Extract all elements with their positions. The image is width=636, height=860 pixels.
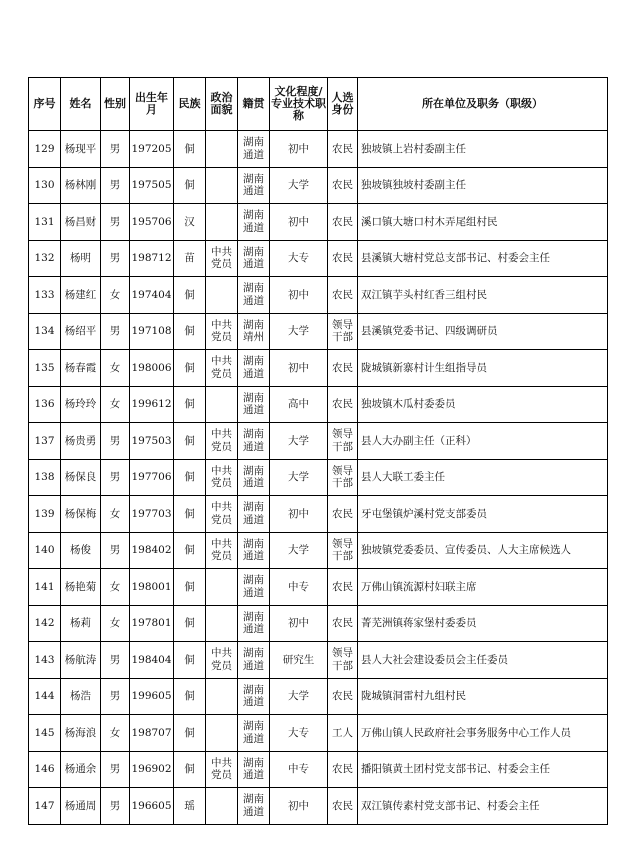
table-row bbox=[29, 240, 608, 277]
cell-edu: 中专 bbox=[270, 569, 328, 606]
cell-unit: 万佛山镇人民政府社会事务服务中心工作人员 bbox=[358, 715, 608, 752]
cell-birth: 199612 bbox=[130, 386, 174, 423]
cell-origin: 湖南 通道 bbox=[238, 459, 270, 496]
cell-edu: 研究生 bbox=[270, 642, 328, 679]
cell-edu: 大学 bbox=[270, 167, 328, 204]
cell-no: 136 bbox=[29, 386, 61, 423]
cell-birth: 197505 bbox=[130, 167, 174, 204]
cell-gender: 男 bbox=[101, 131, 130, 168]
header-edu: 文化程度/专业技术职称 bbox=[270, 78, 328, 131]
cell-identity: 农民 bbox=[328, 751, 358, 788]
cell-origin: 湖南 通道 bbox=[238, 386, 270, 423]
header-birth: 出生年月 bbox=[130, 78, 174, 131]
cell-birth: 197706 bbox=[130, 459, 174, 496]
cell-birth: 195706 bbox=[130, 204, 174, 241]
cell-edu: 初中 bbox=[270, 605, 328, 642]
cell-no: 145 bbox=[29, 715, 61, 752]
cell-political bbox=[206, 678, 238, 715]
cell-edu: 大学 bbox=[270, 678, 328, 715]
cell-edu: 初中 bbox=[270, 788, 328, 825]
header-unit: 所在单位及职务（职级） bbox=[358, 78, 608, 131]
cell-ethnic: 瑶 bbox=[174, 788, 206, 825]
cell-origin: 湖南 通道 bbox=[238, 642, 270, 679]
cell-gender: 女 bbox=[101, 277, 130, 314]
table-row bbox=[29, 131, 608, 168]
cell-origin: 湖南 通道 bbox=[238, 423, 270, 460]
table-row bbox=[29, 532, 608, 569]
table-row bbox=[29, 569, 608, 606]
cell-no: 137 bbox=[29, 423, 61, 460]
cell-unit: 双江镇芋头村红香三组村民 bbox=[358, 277, 608, 314]
cell-gender: 男 bbox=[101, 167, 130, 204]
cell-origin: 湖南 通道 bbox=[238, 167, 270, 204]
cell-no: 133 bbox=[29, 277, 61, 314]
cell-identity: 领导 干部 bbox=[328, 532, 358, 569]
cell-no: 146 bbox=[29, 751, 61, 788]
cell-name: 杨林刚 bbox=[61, 167, 101, 204]
cell-ethnic: 苗 bbox=[174, 240, 206, 277]
cell-name: 杨贵勇 bbox=[61, 423, 101, 460]
cell-ethnic: 侗 bbox=[174, 642, 206, 679]
cell-identity: 农民 bbox=[328, 678, 358, 715]
cell-gender: 男 bbox=[101, 313, 130, 350]
cell-identity: 农民 bbox=[328, 788, 358, 825]
cell-political bbox=[206, 277, 238, 314]
cell-unit: 县人大联工委主任 bbox=[358, 459, 608, 496]
cell-ethnic: 侗 bbox=[174, 496, 206, 533]
cell-name: 杨通周 bbox=[61, 788, 101, 825]
cell-political: 中共 党员 bbox=[206, 751, 238, 788]
cell-political: 中共 党员 bbox=[206, 642, 238, 679]
cell-political bbox=[206, 167, 238, 204]
cell-gender: 女 bbox=[101, 569, 130, 606]
cell-identity: 农民 bbox=[328, 386, 358, 423]
cell-birth: 198001 bbox=[130, 569, 174, 606]
cell-unit: 县人大办副主任（正科） bbox=[358, 423, 608, 460]
table-row bbox=[29, 204, 608, 241]
cell-unit: 独坡镇上岩村委副主任 bbox=[358, 131, 608, 168]
cell-gender: 女 bbox=[101, 386, 130, 423]
cell-political bbox=[206, 386, 238, 423]
cell-gender: 男 bbox=[101, 751, 130, 788]
table-row bbox=[29, 350, 608, 387]
cell-identity: 工人 bbox=[328, 715, 358, 752]
cell-name: 杨莉 bbox=[61, 605, 101, 642]
cell-name: 杨现平 bbox=[61, 131, 101, 168]
cell-origin: 湖南 通道 bbox=[238, 715, 270, 752]
cell-name: 杨海浪 bbox=[61, 715, 101, 752]
cell-unit: 县人大社会建设委员会主任委员 bbox=[358, 642, 608, 679]
header-row bbox=[29, 78, 608, 131]
cell-identity: 领导 干部 bbox=[328, 313, 358, 350]
cell-birth: 199605 bbox=[130, 678, 174, 715]
cell-unit: 县溪镇大塘村党总支部书记、村委会主任 bbox=[358, 240, 608, 277]
cell-identity: 农民 bbox=[328, 167, 358, 204]
cell-unit: 牙屯堡镇炉溪村党支部委员 bbox=[358, 496, 608, 533]
cell-ethnic: 侗 bbox=[174, 532, 206, 569]
cell-political bbox=[206, 569, 238, 606]
cell-political: 中共 党员 bbox=[206, 532, 238, 569]
table-row bbox=[29, 277, 608, 314]
cell-political: 中共 党员 bbox=[206, 313, 238, 350]
cell-edu: 高中 bbox=[270, 386, 328, 423]
cell-birth: 197108 bbox=[130, 313, 174, 350]
cell-political bbox=[206, 715, 238, 752]
cell-name: 杨俊 bbox=[61, 532, 101, 569]
cell-ethnic: 侗 bbox=[174, 569, 206, 606]
cell-edu: 初中 bbox=[270, 350, 328, 387]
cell-political bbox=[206, 131, 238, 168]
cell-unit: 万佛山镇流源村妇联主席 bbox=[358, 569, 608, 606]
cell-name: 杨保良 bbox=[61, 459, 101, 496]
cell-identity: 领导 干部 bbox=[328, 642, 358, 679]
cell-ethnic: 侗 bbox=[174, 277, 206, 314]
cell-origin: 湖南 通道 bbox=[238, 277, 270, 314]
cell-ethnic: 侗 bbox=[174, 313, 206, 350]
cell-no: 143 bbox=[29, 642, 61, 679]
cell-political bbox=[206, 788, 238, 825]
cell-birth: 197703 bbox=[130, 496, 174, 533]
cell-origin: 湖南 通道 bbox=[238, 751, 270, 788]
cell-identity: 农民 bbox=[328, 131, 358, 168]
header-political: 政治面貌 bbox=[206, 78, 238, 131]
cell-birth: 197205 bbox=[130, 131, 174, 168]
cell-name: 杨艳菊 bbox=[61, 569, 101, 606]
cell-name: 杨浩 bbox=[61, 678, 101, 715]
cell-gender: 男 bbox=[101, 532, 130, 569]
cell-gender: 女 bbox=[101, 350, 130, 387]
table-row bbox=[29, 678, 608, 715]
cell-political: 中共 党员 bbox=[206, 423, 238, 460]
cell-no: 135 bbox=[29, 350, 61, 387]
cell-birth: 197801 bbox=[130, 605, 174, 642]
cell-edu: 初中 bbox=[270, 496, 328, 533]
cell-unit: 陇城镇洞雷村九组村民 bbox=[358, 678, 608, 715]
candidate-table bbox=[28, 77, 608, 825]
cell-political: 中共 党员 bbox=[206, 240, 238, 277]
cell-identity: 农民 bbox=[328, 350, 358, 387]
cell-ethnic: 侗 bbox=[174, 715, 206, 752]
cell-political bbox=[206, 204, 238, 241]
cell-ethnic: 侗 bbox=[174, 678, 206, 715]
table-row bbox=[29, 313, 608, 350]
table-row bbox=[29, 496, 608, 533]
cell-birth: 198402 bbox=[130, 532, 174, 569]
cell-origin: 湖南 靖州 bbox=[238, 313, 270, 350]
cell-edu: 大学 bbox=[270, 532, 328, 569]
cell-no: 130 bbox=[29, 167, 61, 204]
header-no: 序号 bbox=[29, 78, 61, 131]
cell-gender: 男 bbox=[101, 423, 130, 460]
cell-name: 杨建红 bbox=[61, 277, 101, 314]
cell-ethnic: 侗 bbox=[174, 605, 206, 642]
cell-identity: 农民 bbox=[328, 277, 358, 314]
cell-unit: 县溪镇党委书记、四级调研员 bbox=[358, 313, 608, 350]
cell-no: 131 bbox=[29, 204, 61, 241]
cell-birth: 196902 bbox=[130, 751, 174, 788]
cell-birth: 196605 bbox=[130, 788, 174, 825]
cell-birth: 198712 bbox=[130, 240, 174, 277]
cell-identity: 农民 bbox=[328, 204, 358, 241]
cell-birth: 197503 bbox=[130, 423, 174, 460]
cell-no: 140 bbox=[29, 532, 61, 569]
cell-identity: 领导 干部 bbox=[328, 459, 358, 496]
cell-ethnic: 侗 bbox=[174, 459, 206, 496]
cell-unit: 菁芜洲镇蒋家堡村委委员 bbox=[358, 605, 608, 642]
header-origin: 籍贯 bbox=[238, 78, 270, 131]
cell-name: 杨玲玲 bbox=[61, 386, 101, 423]
cell-ethnic: 汉 bbox=[174, 204, 206, 241]
table-row bbox=[29, 459, 608, 496]
cell-unit: 独坡镇木瓜村委委员 bbox=[358, 386, 608, 423]
cell-ethnic: 侗 bbox=[174, 751, 206, 788]
table-row bbox=[29, 715, 608, 752]
cell-gender: 男 bbox=[101, 459, 130, 496]
table-row bbox=[29, 423, 608, 460]
cell-name: 杨保梅 bbox=[61, 496, 101, 533]
cell-edu: 大学 bbox=[270, 459, 328, 496]
cell-gender: 男 bbox=[101, 678, 130, 715]
cell-name: 杨通余 bbox=[61, 751, 101, 788]
cell-birth: 198404 bbox=[130, 642, 174, 679]
table-row bbox=[29, 642, 608, 679]
cell-origin: 湖南 通道 bbox=[238, 788, 270, 825]
cell-edu: 大学 bbox=[270, 313, 328, 350]
table-row bbox=[29, 605, 608, 642]
cell-gender: 男 bbox=[101, 788, 130, 825]
cell-origin: 湖南 通道 bbox=[238, 569, 270, 606]
cell-political bbox=[206, 605, 238, 642]
cell-origin: 湖南 通道 bbox=[238, 350, 270, 387]
cell-gender: 男 bbox=[101, 204, 130, 241]
cell-origin: 湖南 通道 bbox=[238, 240, 270, 277]
cell-no: 142 bbox=[29, 605, 61, 642]
cell-birth: 198006 bbox=[130, 350, 174, 387]
cell-identity: 领导 干部 bbox=[328, 423, 358, 460]
cell-edu: 大学 bbox=[270, 423, 328, 460]
table-row bbox=[29, 386, 608, 423]
cell-identity: 农民 bbox=[328, 569, 358, 606]
table-row bbox=[29, 788, 608, 825]
cell-unit: 陇城镇新寨村计生组指导员 bbox=[358, 350, 608, 387]
cell-gender: 男 bbox=[101, 642, 130, 679]
cell-origin: 湖南 通道 bbox=[238, 204, 270, 241]
cell-political: 中共 党员 bbox=[206, 496, 238, 533]
cell-unit: 溪口镇大塘口村木弄尾组村民 bbox=[358, 204, 608, 241]
cell-political: 中共 党员 bbox=[206, 459, 238, 496]
cell-edu: 中专 bbox=[270, 751, 328, 788]
cell-no: 141 bbox=[29, 569, 61, 606]
cell-edu: 大专 bbox=[270, 715, 328, 752]
cell-identity: 农民 bbox=[328, 240, 358, 277]
cell-birth: 197404 bbox=[130, 277, 174, 314]
cell-identity: 农民 bbox=[328, 605, 358, 642]
cell-ethnic: 侗 bbox=[174, 386, 206, 423]
cell-ethnic: 侗 bbox=[174, 131, 206, 168]
cell-origin: 湖南 通道 bbox=[238, 131, 270, 168]
cell-name: 杨航涛 bbox=[61, 642, 101, 679]
cell-no: 132 bbox=[29, 240, 61, 277]
header-ethnic: 民族 bbox=[174, 78, 206, 131]
cell-edu: 初中 bbox=[270, 204, 328, 241]
cell-origin: 湖南 通道 bbox=[238, 496, 270, 533]
cell-no: 147 bbox=[29, 788, 61, 825]
cell-gender: 女 bbox=[101, 715, 130, 752]
cell-unit: 独坡镇党委委员、宣传委员、人大主席候选人 bbox=[358, 532, 608, 569]
cell-ethnic: 侗 bbox=[174, 350, 206, 387]
cell-no: 134 bbox=[29, 313, 61, 350]
cell-unit: 双江镇传素村党支部书记、村委会主任 bbox=[358, 788, 608, 825]
cell-name: 杨绍平 bbox=[61, 313, 101, 350]
header-name: 姓名 bbox=[61, 78, 101, 131]
cell-gender: 女 bbox=[101, 605, 130, 642]
cell-origin: 湖南 通道 bbox=[238, 678, 270, 715]
cell-no: 129 bbox=[29, 131, 61, 168]
cell-origin: 湖南 通道 bbox=[238, 532, 270, 569]
table-row bbox=[29, 167, 608, 204]
cell-unit: 独坡镇独坡村委副主任 bbox=[358, 167, 608, 204]
cell-name: 杨昌财 bbox=[61, 204, 101, 241]
header-gender: 性别 bbox=[101, 78, 130, 131]
cell-identity: 农民 bbox=[328, 496, 358, 533]
cell-unit: 播阳镇黄土团村党支部书记、村委会主任 bbox=[358, 751, 608, 788]
cell-no: 139 bbox=[29, 496, 61, 533]
cell-name: 杨明 bbox=[61, 240, 101, 277]
cell-edu: 初中 bbox=[270, 131, 328, 168]
cell-edu: 大专 bbox=[270, 240, 328, 277]
table-row bbox=[29, 751, 608, 788]
cell-no: 138 bbox=[29, 459, 61, 496]
cell-gender: 女 bbox=[101, 496, 130, 533]
cell-no: 144 bbox=[29, 678, 61, 715]
header-identity: 人选身份 bbox=[328, 78, 358, 131]
cell-gender: 男 bbox=[101, 240, 130, 277]
cell-political: 中共 党员 bbox=[206, 350, 238, 387]
cell-edu: 初中 bbox=[270, 277, 328, 314]
cell-ethnic: 侗 bbox=[174, 167, 206, 204]
cell-origin: 湖南 通道 bbox=[238, 605, 270, 642]
cell-ethnic: 侗 bbox=[174, 423, 206, 460]
cell-name: 杨春霞 bbox=[61, 350, 101, 387]
cell-birth: 198707 bbox=[130, 715, 174, 752]
